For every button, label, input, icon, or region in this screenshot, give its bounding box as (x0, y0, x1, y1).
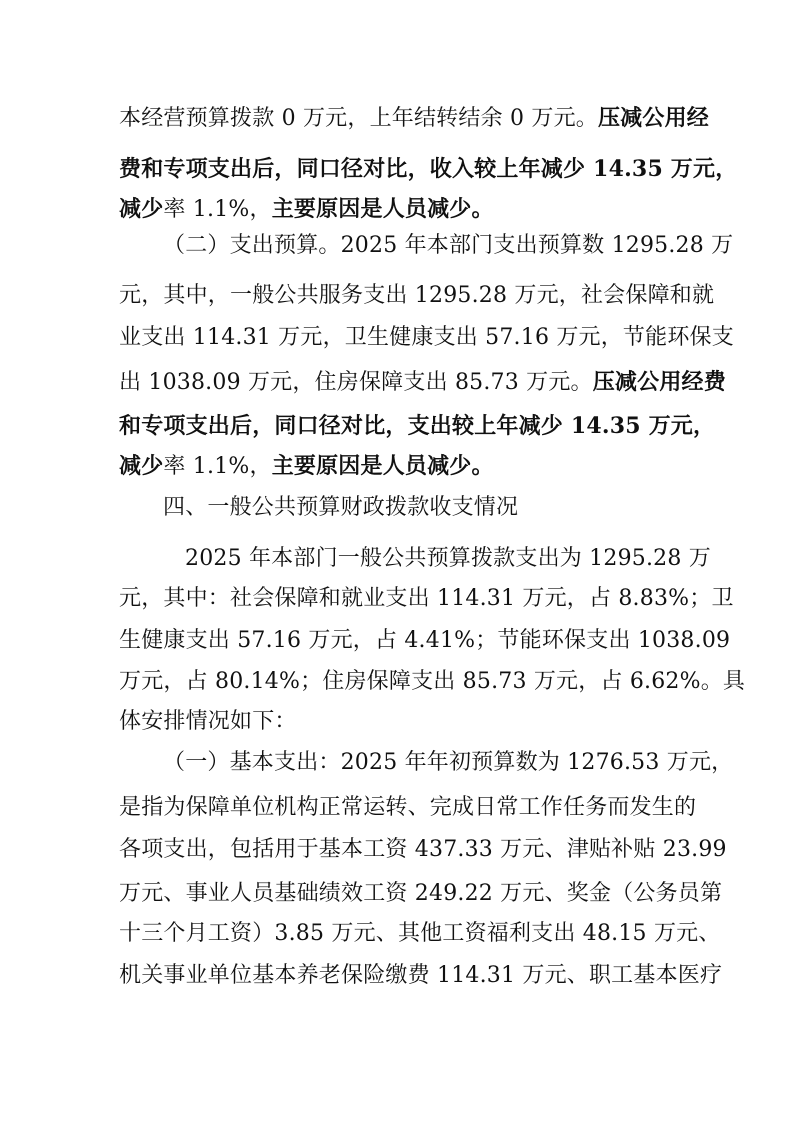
text-line: （二）支出预算。2025 年本部门支出预算数 1295.28 万 (163, 233, 734, 258)
text-line: 减少率 1.1%，主要原因是人员减少。 (119, 453, 494, 479)
text-line: 元，其中，一般公共服务支出 1295.28 万元，社会保障和就 (119, 283, 715, 308)
text-line: 生健康支出 57.16 万元，占 4.41%；节能环保支出 1038.09 (119, 628, 731, 653)
text-line: 出 1038.09 万元，住房保障支出 85.73 万元。压减公用经费 (119, 369, 726, 395)
section-heading: 四、一般公共预算财政拨款收支情况 (163, 495, 519, 520)
text-line: （一）基本支出：2025 年年初预算数为 1276.53 万元， (163, 750, 734, 775)
text-line: 元，其中：社会保障和就业支出 114.31 万元，占 8.83%；卫 (119, 586, 734, 611)
text-line: 体安排情况如下： (119, 709, 297, 734)
text-line: 十三个月工资）3.85 万元、其他工资福利支出 48.15 万元、 (119, 921, 721, 946)
text-line: 2025 年本部门一般公共预算拨款支出为 1295.28 万 (185, 546, 711, 571)
text-line: 本经营预算拨款 0 万元，上年结转结余 0 万元。压减公用经 (119, 105, 709, 131)
text-line: 万元、事业人员基础绩效工资 249.22 万元、奖金（公务员第 (119, 881, 723, 906)
text-line: 减少率 1.1%，主要原因是人员减少。 (119, 196, 494, 222)
text-line: 费和专项支出后，同口径对比，收入较上年减少 14.35 万元， (119, 156, 738, 182)
text-line: 各项支出，包括用于基本工资 437.33 万元、津贴补贴 23.99 (119, 837, 727, 862)
text-line: 和专项支出后，同口径对比，支出较上年减少 14.35 万元， (119, 413, 716, 439)
text-line: 业支出 114.31 万元，卫生健康支出 57.16 万元，节能环保支 (119, 325, 734, 350)
text-line: 万元，占 80.14%；住房保障支出 85.73 万元，占 6.62%。具 (119, 669, 746, 694)
text-line: 机关事业单位基本养老保险缴费 114.31 万元、职工基本医疗 (119, 963, 723, 988)
text-line: 是指为保障单位机构正常运转、完成日常工作任务而发生的 (119, 795, 697, 820)
